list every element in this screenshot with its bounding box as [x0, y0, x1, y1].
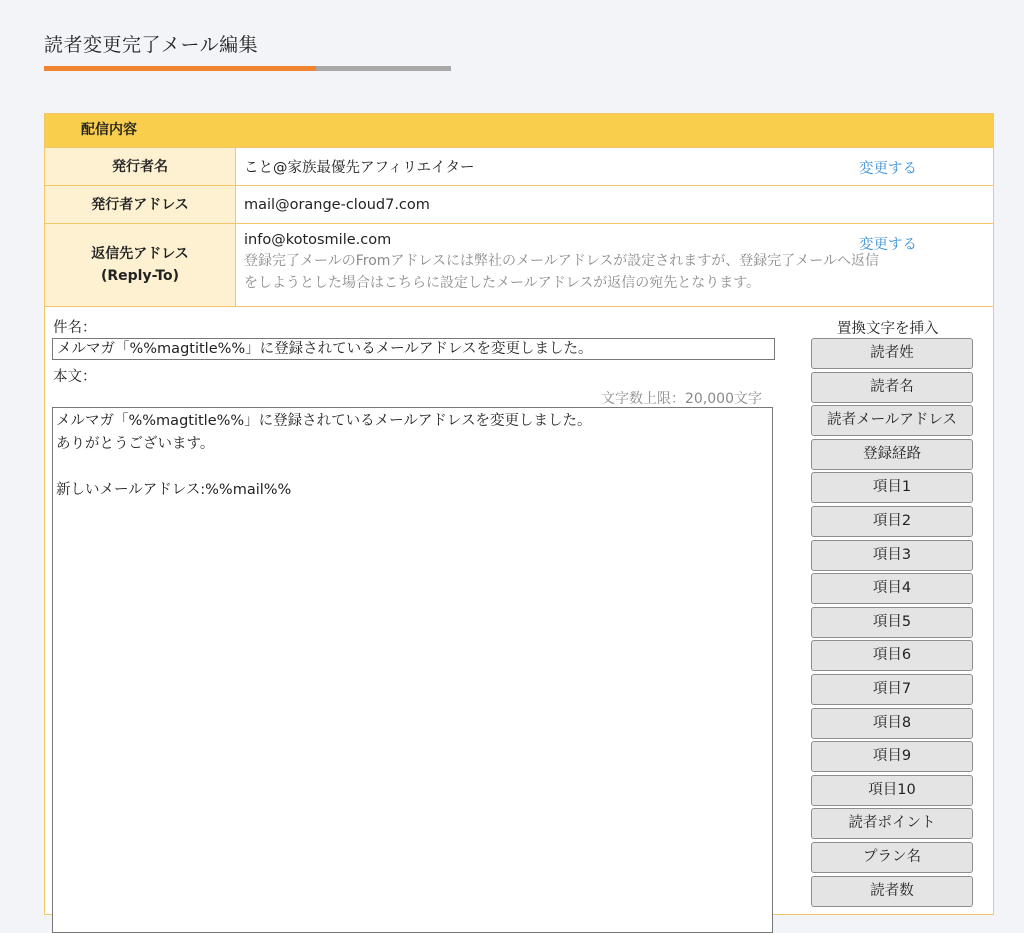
insert-placeholder-title: 置換文字を挿入: [837, 321, 939, 337]
title-underline: [44, 66, 451, 71]
page-title: 読者変更完了メール編集: [44, 34, 259, 56]
insert-points-button[interactable]: 読者ポイント: [811, 808, 973, 839]
insert-reader-count-button[interactable]: 読者数: [811, 876, 973, 907]
reply-to-note-line2: をしようとした場合はこちらに設定したメールアドレスが返信の宛先となります。: [244, 275, 761, 291]
reply-to-label-line1: 返信先アドレス: [91, 246, 189, 262]
insert-item3-button[interactable]: 項目3: [811, 540, 973, 571]
reply-to-note-line1: 登録完了メールのFromアドレスには弊社のメールアドレスが設定されますが、登録完了メールへ返信: [244, 253, 880, 269]
reply-to-row: [45, 224, 993, 307]
sender-name-row: [45, 148, 993, 186]
subject-input[interactable]: メルマガ「%%magtitle%%」に登録されているメールアドレスを変更しました。: [52, 338, 775, 360]
reply-to-change-link[interactable]: 変更する: [859, 237, 917, 253]
insert-plan-name-button[interactable]: プラン名: [811, 842, 973, 873]
insert-email-button[interactable]: 読者メールアドレス: [811, 405, 973, 436]
insert-item6-button[interactable]: 項目6: [811, 640, 973, 671]
insert-route-button[interactable]: 登録経路: [811, 439, 973, 470]
reply-to-value: info@kotosmile.com: [244, 232, 392, 248]
panel-header: 配信内容: [45, 114, 993, 148]
insert-item8-button[interactable]: 項目8: [811, 708, 973, 739]
body-textarea[interactable]: メルマガ「%%magtitle%%」に登録されているメールアドレスを変更しました。 ありがとうございます。 新しいメールアドレス:%%mail%%: [52, 407, 773, 933]
sender-name-change-link[interactable]: 変更する: [859, 161, 917, 177]
reply-to-label-line2: (Reply-To): [100, 268, 180, 284]
insert-item9-button[interactable]: 項目9: [811, 741, 973, 772]
reply-to-label: [45, 224, 236, 306]
subject-label: 件名：: [53, 320, 97, 336]
insert-button-list: [811, 338, 973, 909]
insert-item2-button[interactable]: 項目2: [811, 506, 973, 537]
insert-item1-button[interactable]: 項目1: [811, 472, 973, 503]
delivery-content-panel: [44, 113, 994, 915]
insert-item10-button[interactable]: 項目10: [811, 775, 973, 806]
insert-item7-button[interactable]: 項目7: [811, 674, 973, 705]
sender-address-row: [45, 186, 993, 224]
insert-item5-button[interactable]: 項目5: [811, 607, 973, 638]
char-limit-text: 文字数上限：20,000文字: [601, 391, 762, 407]
sender-name-label: 発行者名: [45, 148, 236, 185]
insert-item4-button[interactable]: 項目4: [811, 573, 973, 604]
sender-name-value: こと@家族最優先アフィリエイター: [244, 160, 475, 176]
insert-first-name-button[interactable]: 読者名: [811, 372, 973, 403]
sender-address-label: 発行者アドレス: [45, 186, 236, 223]
insert-last-name-button[interactable]: 読者姓: [811, 338, 973, 369]
sender-address-value: mail@orange-cloud7.com: [244, 196, 430, 213]
body-label: 本文：: [53, 369, 97, 385]
